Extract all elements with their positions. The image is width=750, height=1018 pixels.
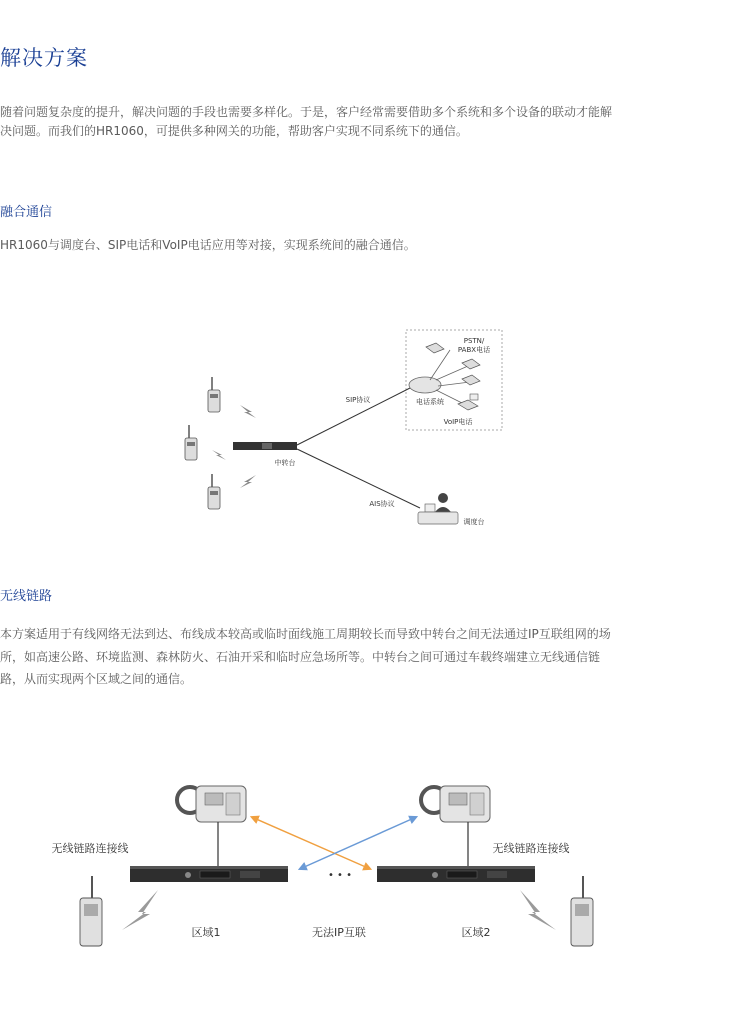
vehicle-terminal-icon-left xyxy=(177,786,246,822)
wireless-link-diagram xyxy=(0,770,750,970)
radio-icon-bottom xyxy=(208,474,220,509)
ais-label: AIS协议 xyxy=(369,500,395,508)
relay-unit-right xyxy=(377,866,535,882)
relay-unit-left xyxy=(130,866,288,882)
left-link-label: 无线链路连接线 xyxy=(51,842,129,855)
wireless-bolt-icon xyxy=(240,475,256,488)
pstn-label-1: PSTN/ xyxy=(463,337,485,345)
wireless-text-line-2: 所，如高速公路、环境监测、森林防火、石油开采和临时应急场所等。中转台之间可通过车载终端建立无线通信链 xyxy=(0,650,601,664)
ais-link-line xyxy=(297,449,420,508)
wireless-link-arrow-blue xyxy=(302,818,414,868)
phone-system-label: 电话系统 xyxy=(416,398,444,406)
page-title: 解决方案 xyxy=(0,46,88,70)
intro-line-1: 随着问题复杂度的提升，解决问题的手段也需要多样化。于是，客户经常需要借助多个系统和多个设备的联动才能解 xyxy=(0,105,613,119)
wireless-text-line-3: 路，从而实现两个区域之间的通信。 xyxy=(0,672,193,686)
right-link-label: 无线链路连接线 xyxy=(492,842,570,855)
wireless-bolt-icon xyxy=(212,450,226,460)
wireless-link-arrow-orange xyxy=(254,818,368,868)
wireless-bolt-icon-right xyxy=(520,890,556,930)
radio-icon-left xyxy=(80,876,102,946)
ellipsis-dots: • • • xyxy=(327,870,353,881)
radio-icon-top xyxy=(208,377,220,412)
phone-system-icon xyxy=(409,377,441,393)
convergence-diagram xyxy=(0,320,750,530)
radio-icon-right xyxy=(571,876,593,946)
desk-phone-icon xyxy=(462,375,480,385)
wireless-bolt-icon xyxy=(240,405,256,418)
pstn-label-2: PABX电话 xyxy=(457,346,491,354)
section-heading-wireless: 无线链路 xyxy=(0,589,53,604)
radio-icon-middle xyxy=(185,425,197,460)
voip-phone-icon xyxy=(458,394,478,410)
desk-phone-icon xyxy=(426,343,444,353)
section-heading-convergence: 融合通信 xyxy=(0,205,53,220)
voip-label: VoIP电话 xyxy=(443,418,473,426)
no-ip-label: 无法IP互联 xyxy=(312,926,366,939)
zone2-label: 区域2 xyxy=(461,926,491,939)
relay-label: 中转台 xyxy=(274,459,296,467)
console-operator-icon xyxy=(418,493,458,524)
vehicle-terminal-icon-right xyxy=(421,786,490,822)
wireless-text-line-1: 本方案适用于有线网络无法到达、布线成本较高或临时面线施工周期较长而导致中转台之间无法通过IP互联组网的场 xyxy=(0,627,611,641)
convergence-text: HR1060与调度台、SIP电话和VoIP电话应用等对接，实现系统间的融合通信。 xyxy=(0,238,416,252)
sip-label: SIP协议 xyxy=(345,396,371,404)
zone1-label: 区域1 xyxy=(191,926,221,939)
console-label: 调度台 xyxy=(463,518,485,526)
intro-line-2: 决问题。而我们的HR1060，可提供多种网关的功能，帮助客户实现不同系统下的通信。 xyxy=(0,124,468,138)
wireless-bolt-icon-left xyxy=(122,890,158,930)
